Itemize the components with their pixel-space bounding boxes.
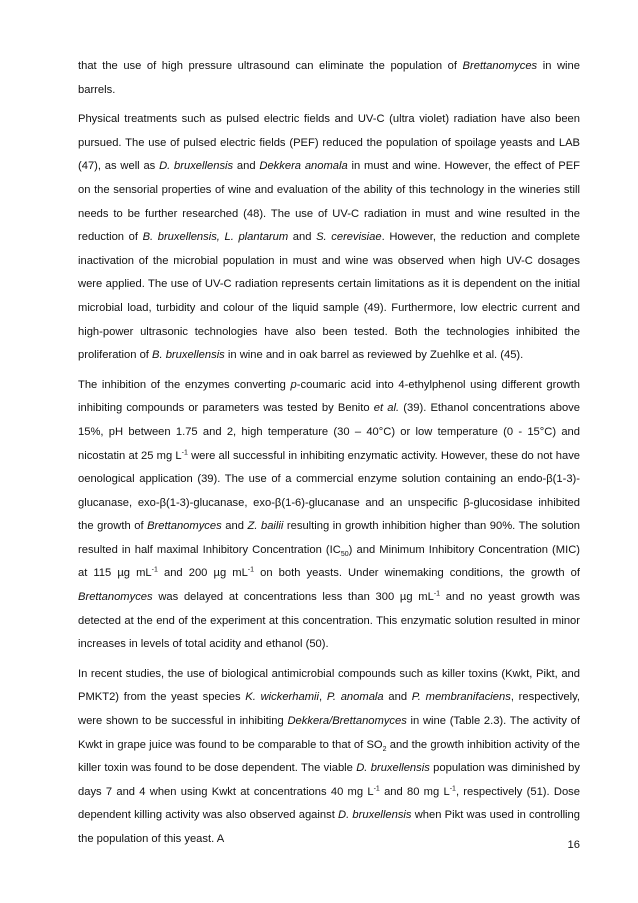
superscript: -1 bbox=[449, 785, 456, 793]
species-name: B. bruxellensis bbox=[152, 349, 225, 362]
text-span: and no yeast growth was detected at the end of the experiment at this concentration. This enzymatic solution resulted in minor increases in levels of total acidity and ethanol (50). bbox=[78, 591, 580, 651]
paragraph-4 bbox=[78, 663, 580, 852]
text-span: and bbox=[288, 231, 317, 244]
text-span: ) and Minimum Inhibitory Concentration (MIC) at 115 µg mL bbox=[78, 543, 581, 580]
species-name: D. bruxellensis bbox=[338, 809, 412, 822]
text-span: The inhibition of the enzymes converting bbox=[78, 378, 291, 391]
text-span: that the use of high pressure ultrasound can eliminate the population of bbox=[78, 60, 463, 72]
italic-text: et al. bbox=[373, 402, 400, 415]
italic-text: p bbox=[290, 378, 297, 391]
species-name: B. bruxellensis, L. plantarum bbox=[142, 231, 289, 244]
text-span: -coumaric acid into 4-ethylphenol using different growth inhibiting compounds or parameters was tested by Benito bbox=[78, 378, 580, 415]
text-span: when Pikt was used in controlling the population of this yeast. A bbox=[78, 809, 580, 845]
species-name: K. wickerhamii bbox=[245, 691, 320, 704]
paragraph-2 bbox=[78, 108, 580, 368]
text-span: In recent studies, the use of biological antimicrobial compounds such as killer toxins (Kwkt, Pikt, and PMKT2) from the yeast species bbox=[78, 667, 580, 704]
text-span: in must and wine. However, the effect of PEF on the sensorial properties of wine and evaluation of the ability of this technology in the wineries still needs to be further researched (48). The use of UV-C radiation in must and wine resulted in the reduction of bbox=[78, 160, 581, 244]
text-span: in wine barrels. bbox=[78, 60, 580, 96]
text-span: population was diminished by days 7 and 4 when using Kwkt at concentrations 40 mg L bbox=[78, 762, 580, 798]
superscript: -1 bbox=[151, 566, 158, 574]
species-name: Brettanomyces bbox=[147, 520, 222, 533]
text-span: and 80 mg L bbox=[379, 785, 450, 798]
text-span: , bbox=[319, 691, 327, 704]
text-span: (39). Ethanol concentrations above 15%, pH between 1.75 and 2, high temperature (30 – 40°C) or low temperature (0 - 15°C) and nicostatin at 25 mg L bbox=[78, 402, 580, 462]
paragraph-3 bbox=[78, 374, 580, 657]
text-span: . However, the reduction and complete inactivation of the microbial population in must and wine was observed when high UV-C dosages were applied. The use of UV-C radiation represents certain limitations as it is dependent on the initial microbial load, turbidity and colour of the liquid sample (49). Furthermore, low electric current and high-power ultrasonic technologies have also been tested. Both the technologies inhibited the proliferation of bbox=[78, 231, 581, 362]
text-span: , respectively (51). Dose dependent killing activity was also observed against bbox=[78, 785, 580, 822]
text-span: and bbox=[221, 520, 248, 533]
species-name: Dekkera anomala bbox=[259, 160, 348, 173]
text-span: was delayed at concentrations less than 300 µg mL bbox=[152, 591, 434, 604]
species-name: Dekkera/Brettanomyces bbox=[287, 715, 407, 728]
text-span: were all successful in inhibiting enzymatic activity. However, these do not have oenological application (39). The use of a commercial enzyme solution containing an endo-β(1-3)-glucanase, exo-β(1-3)-glucanase, exo-β(1-6)-glucanase and an unspecific β-glucosidase inhibited the growth of bbox=[78, 449, 581, 533]
superscript: -1 bbox=[373, 785, 380, 793]
text-span: on both yeasts. Under winemaking conditions, the growth of bbox=[254, 567, 580, 580]
text-span: and the growth inhibition activity of the killer toxin was found to be dose dependent. The viable bbox=[78, 738, 580, 775]
species-name: S. cerevisiae bbox=[316, 231, 382, 244]
superscript: -1 bbox=[433, 590, 441, 598]
text-span: resulting in growth inhibition higher than 90%. The solution resulted in half maximal Inhibitory Concentration (IC bbox=[78, 520, 580, 556]
subscript: 2 bbox=[382, 745, 387, 753]
text-span: Physical treatments such as pulsed electric fields and UV-C (ultra violet) radiation have also been pursued. The use of pulsed electric fields (PEF) reduced the population of spoilage yeasts and LAB (47), as well as bbox=[78, 113, 580, 173]
species-name: Z. bailii bbox=[247, 520, 284, 533]
text-span: in wine (Table 2.3). The activity of Kwkt in grape juice was found to be comparable to that of SO bbox=[78, 715, 580, 751]
paragraph-1 bbox=[78, 55, 580, 102]
text-span: and 200 µg mL bbox=[157, 567, 248, 580]
species-name: D. bruxellensis bbox=[159, 160, 234, 173]
superscript: -1 bbox=[247, 566, 255, 574]
superscript: -1 bbox=[181, 448, 188, 456]
species-name: P. anomala bbox=[326, 691, 384, 704]
text-span: , respectively, were shown to be successful in inhibiting bbox=[78, 691, 580, 728]
text-span: and bbox=[383, 691, 412, 704]
species-name: Brettanomyces bbox=[462, 60, 538, 72]
page-body bbox=[78, 55, 580, 852]
text-span: and bbox=[233, 160, 260, 173]
subscript: 50 bbox=[340, 551, 349, 559]
species-name: D. bruxellensis bbox=[356, 762, 430, 775]
text-span: in wine and in oak barrel as reviewed by Zuehlke et al. (45). bbox=[224, 349, 524, 362]
species-name: Brettanomyces bbox=[78, 591, 153, 604]
species-name: P. membranifaciens bbox=[411, 691, 511, 704]
page-number: 16 bbox=[567, 839, 580, 851]
